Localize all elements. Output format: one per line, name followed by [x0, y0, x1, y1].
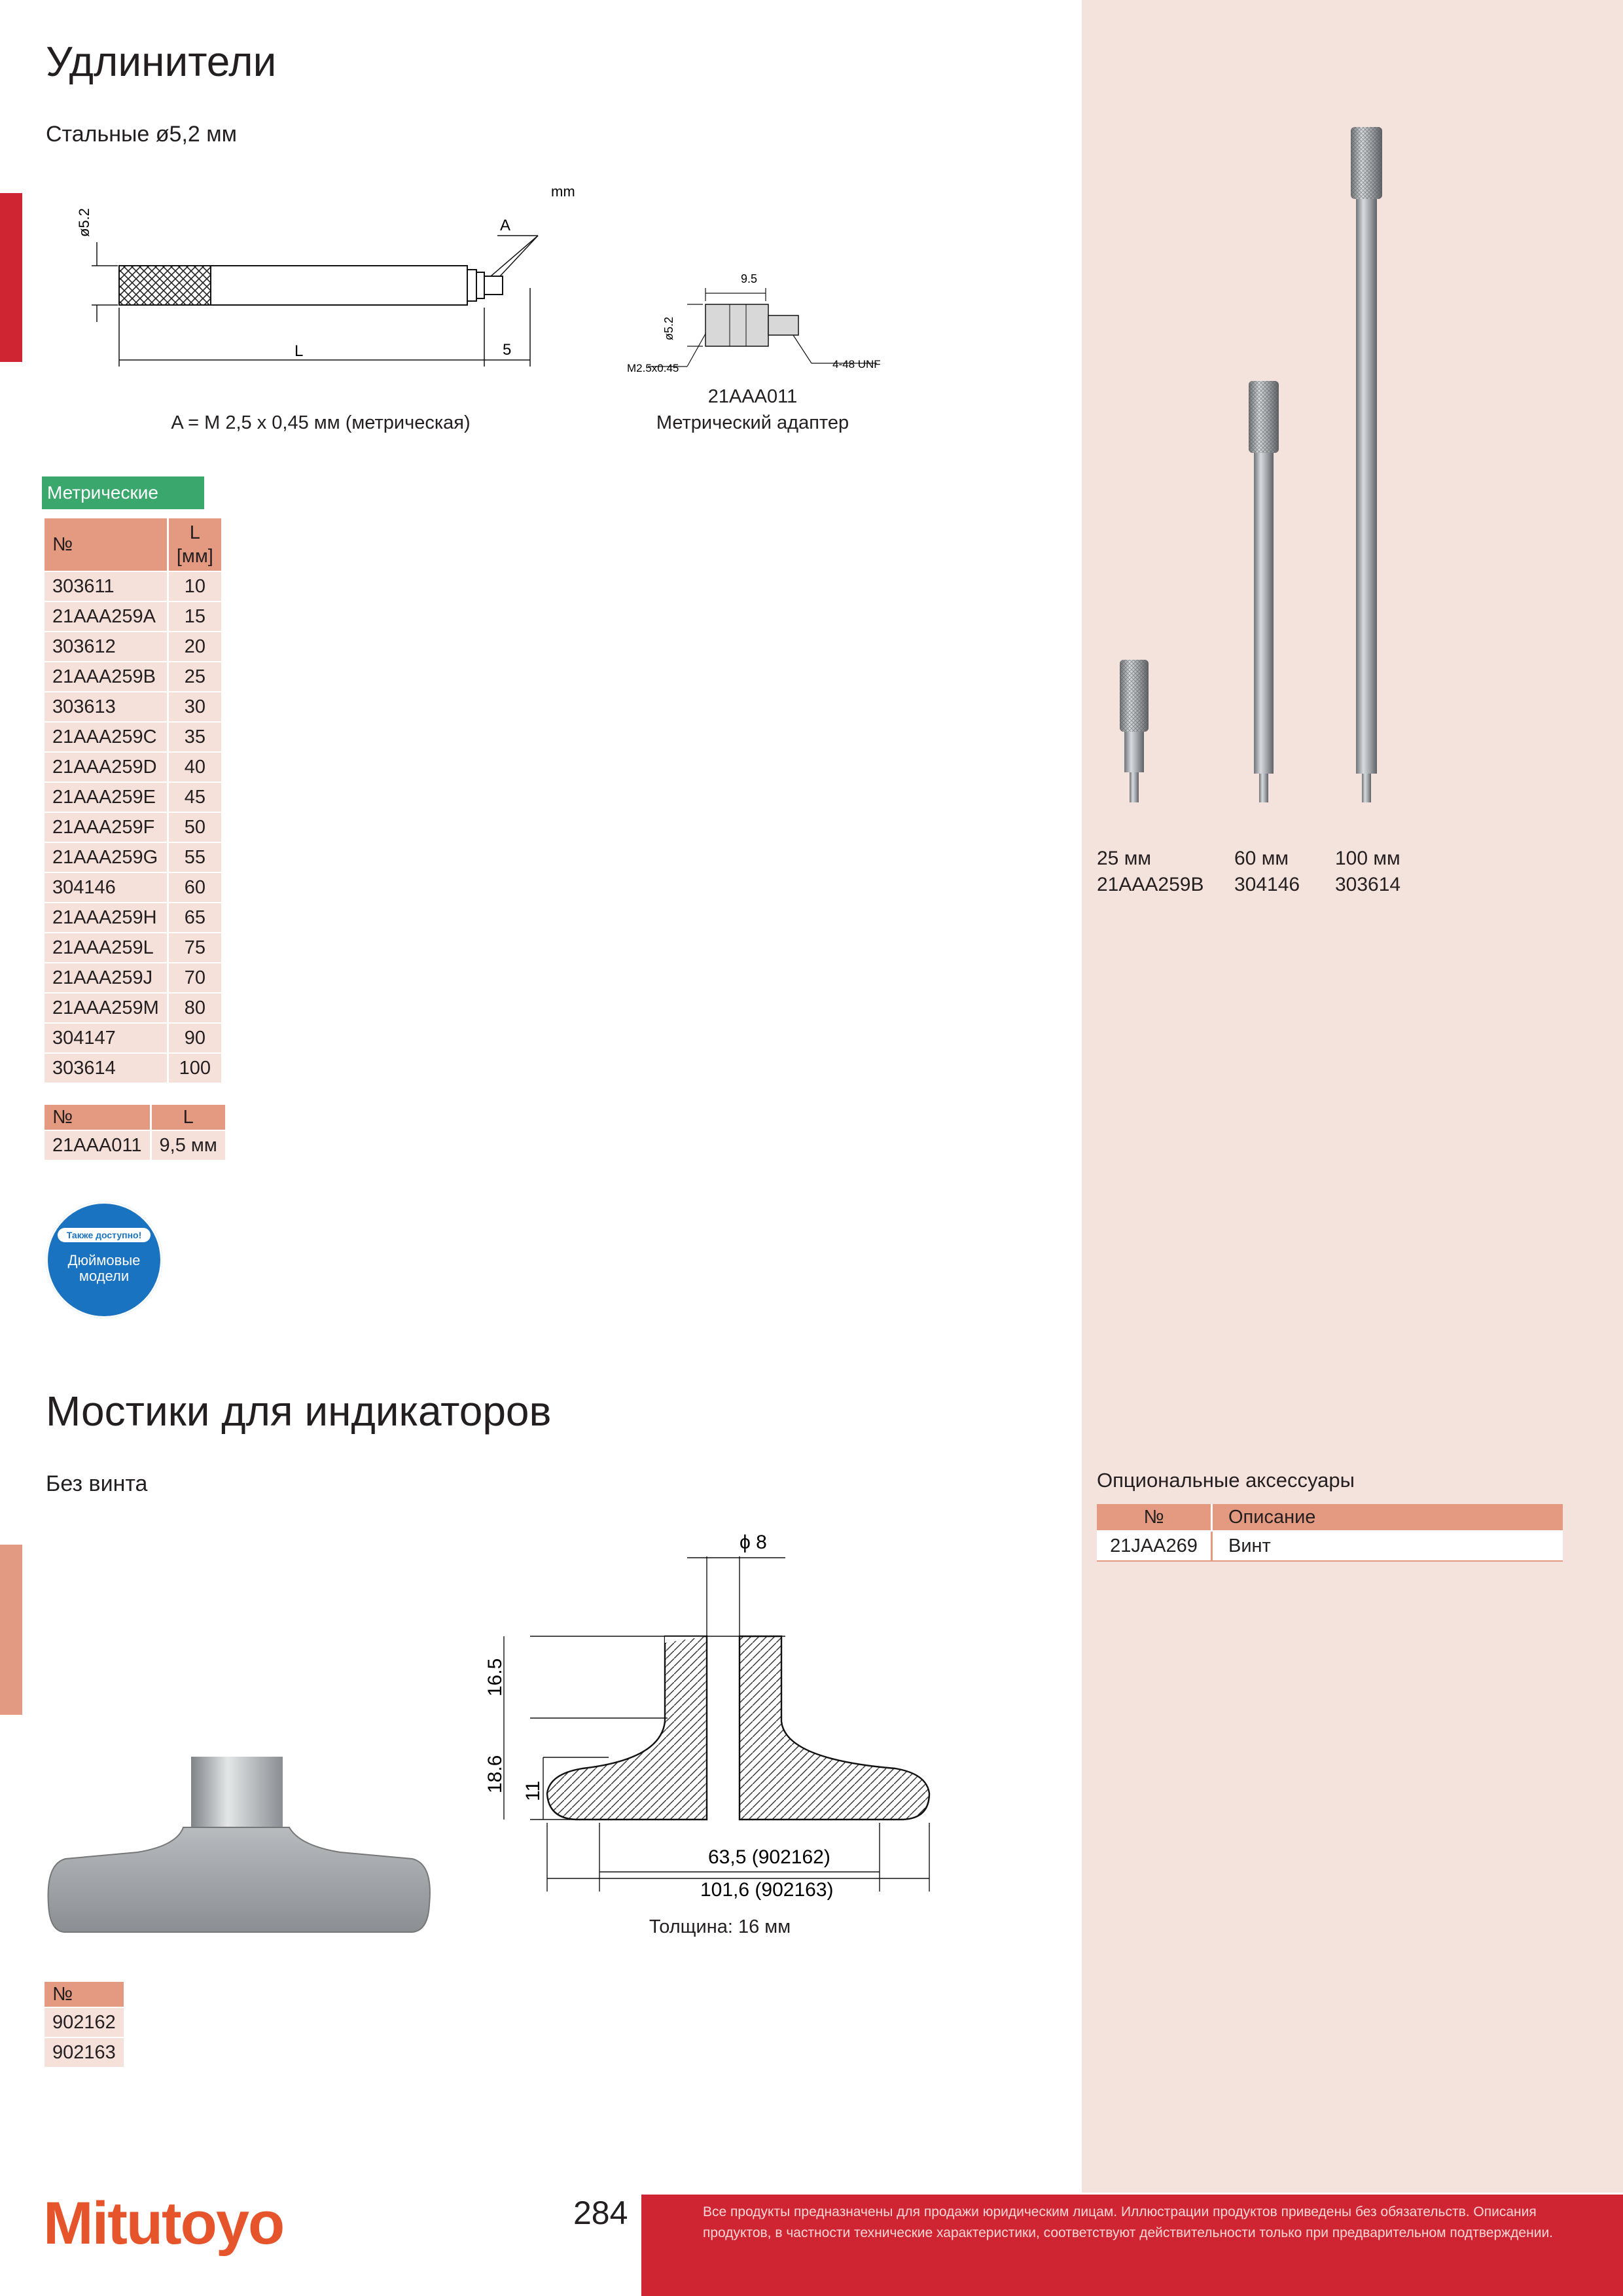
row-no: 21AAA259H — [45, 903, 167, 933]
row-no: 304146 — [45, 873, 167, 903]
acc-header-desc: Описание — [1211, 1504, 1563, 1532]
section-subtitle-no-screw: Без винта — [46, 1471, 148, 1496]
row-length: 20 — [167, 632, 221, 662]
row-length: 55 — [167, 843, 221, 873]
section-title-bridges: Мостики для индикаторов — [46, 1388, 552, 1435]
row-no: 21AAA259M — [45, 994, 167, 1024]
row-no: 21AAA259G — [45, 843, 167, 873]
thickness-caption: Толщина: 16 мм — [649, 1916, 791, 1937]
adapter-table-header-l: L — [150, 1105, 225, 1131]
thread-caption: A = M 2,5 x 0,45 мм (метрическая) — [171, 412, 471, 433]
acc-header-no: № — [1097, 1504, 1211, 1532]
row-no: 21AAA259J — [45, 963, 167, 994]
section-title-extensions: Удлинители — [46, 38, 277, 85]
adapter-table-no: 21AAA011 — [45, 1131, 150, 1161]
bridge-photo — [46, 1754, 438, 1937]
adapter-thread-left: M2.5x0.45 — [627, 362, 679, 374]
bridges-table — [45, 1982, 124, 2068]
mitutoyo-logo: Mitutoyo — [43, 2190, 284, 2257]
dim-101-6-label: 101,6 (902163) — [700, 1879, 834, 1901]
photo-label-size: 100 мм — [1335, 848, 1400, 869]
accessories-table — [1097, 1504, 1563, 1562]
table-row — [45, 1054, 221, 1084]
table-row — [45, 602, 221, 632]
dim-18-6-label: 18.6 — [484, 1755, 506, 1793]
table-row — [45, 2038, 124, 2068]
photo-label-code: 21AAA259B — [1097, 874, 1204, 895]
table-row — [45, 723, 221, 753]
table-row — [45, 994, 221, 1024]
table-row — [45, 843, 221, 873]
row-length: 40 — [167, 753, 221, 783]
row-no: 21AAA259B — [45, 662, 167, 692]
table-row — [45, 933, 221, 963]
table-row — [45, 662, 221, 692]
table-row — [45, 873, 221, 903]
row-no: 21AAA259L — [45, 933, 167, 963]
table-row — [45, 963, 221, 994]
dim-11-label: 11 — [522, 1780, 544, 1801]
adapter-drawing — [622, 268, 890, 380]
bridge-drawing — [478, 1525, 949, 1905]
page-number: 284 — [573, 2195, 628, 2231]
row-length: 60 — [167, 873, 221, 903]
table-header-no: № — [45, 518, 167, 572]
bridges-table-header-no: № — [45, 1982, 124, 2008]
badge-line2: Дюймовые модели — [67, 1252, 141, 1284]
dim-63-5-label: 63,5 (902162) — [708, 1846, 830, 1868]
section-marker-salmon — [0, 1545, 22, 1715]
dim-16-5-label: 16.5 — [484, 1658, 506, 1696]
row-no: 21AAA259F — [45, 813, 167, 843]
photo-label — [1234, 846, 1300, 898]
length-label: L — [294, 342, 304, 360]
adapter-name: Метрический адаптер — [656, 412, 849, 433]
adapter-diameter-label: ø5.2 — [662, 316, 675, 340]
adapter-width-label: 9.5 — [741, 272, 758, 285]
photo-label — [1097, 846, 1204, 898]
row-length: 30 — [167, 692, 221, 723]
unit-label: mm — [551, 183, 575, 200]
row-length: 45 — [167, 783, 221, 813]
section-subtitle-steel: Стальные ø5,2 мм — [46, 122, 238, 147]
adapter-table-l: 9,5 мм — [150, 1131, 225, 1161]
row-no: 303611 — [45, 572, 167, 602]
table-row — [45, 783, 221, 813]
adapter-code: 21AAA011 — [707, 386, 798, 407]
row-no: 304147 — [45, 1024, 167, 1054]
acc-row-desc: Винт — [1211, 1532, 1563, 1562]
row-length: 75 — [167, 933, 221, 963]
extension-rod-drawing — [65, 177, 589, 386]
row-no: 21AAA259E — [45, 783, 167, 813]
adapter-thread-right: 4-48 UNF — [832, 358, 881, 370]
extensions-table — [45, 518, 221, 1084]
row-no: 21AAA259C — [45, 723, 167, 753]
diameter-label: ø5.2 — [76, 207, 92, 237]
table-row — [45, 692, 221, 723]
section-marker-red — [0, 193, 22, 362]
photo-label — [1335, 846, 1400, 898]
row-length: 50 — [167, 813, 221, 843]
table-row — [45, 1024, 221, 1054]
inch-models-badge[interactable] — [46, 1202, 162, 1318]
row-length: 10 — [167, 572, 221, 602]
table-row — [45, 2008, 124, 2038]
table-row — [45, 632, 221, 662]
row-no: 303613 — [45, 692, 167, 723]
five-mm-label: 5 — [503, 341, 512, 359]
photo-label-size: 60 мм — [1234, 848, 1289, 869]
table-row — [45, 813, 221, 843]
row-length: 100 — [167, 1054, 221, 1084]
row-length: 80 — [167, 994, 221, 1024]
adapter-table — [45, 1105, 225, 1161]
extension-rods-photo — [1106, 118, 1400, 851]
adapter-table-header-no: № — [45, 1105, 150, 1131]
accessories-title: Опциональные аксессуары — [1097, 1469, 1355, 1492]
table-row — [45, 753, 221, 783]
table-row — [45, 903, 221, 933]
row-length: 35 — [167, 723, 221, 753]
photo-label-size: 25 мм — [1097, 848, 1151, 869]
thread-a-label: A — [500, 217, 511, 234]
footer-disclaimer: Все продукты предназначены для продажи юридическим лицам. Иллюстрации продуктов приведены без обязательств. Описания продуктов, в частности технические характеристики, соответствуют действительности только при предварительном подтверждении. — [703, 2204, 1554, 2240]
photo-label-code: 303614 — [1335, 874, 1401, 895]
bridge-no: 902162 — [45, 2008, 124, 2038]
row-no: 303612 — [45, 632, 167, 662]
badge-line1: Также доступно! — [58, 1228, 151, 1242]
row-length: 65 — [167, 903, 221, 933]
row-no: 303614 — [45, 1054, 167, 1084]
phi-label: ϕ 8 — [740, 1532, 767, 1553]
acc-row-no: 21JAA269 — [1097, 1532, 1211, 1562]
table-header-l: L [мм] — [167, 518, 221, 572]
row-length: 25 — [167, 662, 221, 692]
bridge-no: 902163 — [45, 2038, 124, 2068]
photo-label-code: 304146 — [1234, 874, 1300, 895]
row-length: 15 — [167, 602, 221, 632]
table-row — [45, 572, 221, 602]
row-length: 70 — [167, 963, 221, 994]
row-no: 21AAA259A — [45, 602, 167, 632]
metric-badge: Метрические — [42, 476, 204, 509]
row-no: 21AAA259D — [45, 753, 167, 783]
row-length: 90 — [167, 1024, 221, 1054]
